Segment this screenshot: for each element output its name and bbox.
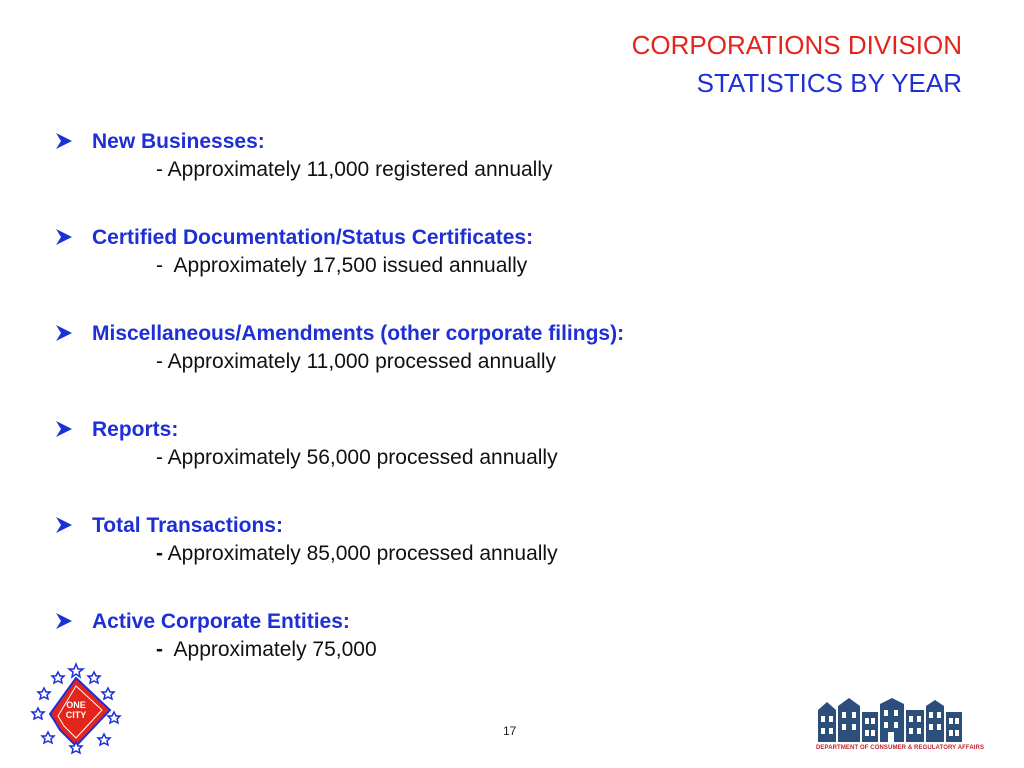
arrow-bullet-icon [55, 132, 73, 150]
bullet-dash: - [156, 350, 163, 373]
bullet-item [55, 512, 975, 608]
slide-title [632, 26, 962, 102]
one-city-logo [30, 660, 122, 756]
bullet-dash: - [156, 638, 163, 661]
title-line-1: CORPORATIONS DIVISION [631, 30, 962, 60]
bullet-dash: - [156, 254, 163, 277]
bullet-detail [156, 156, 553, 184]
dcra-caption: DEPARTMENT OF CONSUMER & REGULATORY AFFAIRS [816, 742, 964, 754]
bullet-heading: Total Transactions: [92, 514, 283, 537]
arrow-bullet-icon [55, 612, 73, 630]
svg-text:ONE: ONE [66, 700, 86, 710]
bullet-detail-text: Approximately 85,000 processed annually [163, 542, 558, 565]
bullet-dash: - [156, 446, 163, 469]
bullet-detail [156, 444, 558, 472]
bullet-detail-text: Approximately 17,500 issued annually [163, 254, 528, 277]
bullet-heading: New Businesses: [92, 130, 265, 153]
bullet-detail [156, 348, 556, 376]
bullet-heading: Miscellaneous/Amendments (other corporate filings): [92, 322, 625, 345]
bullet-list [55, 128, 975, 704]
bullet-detail [156, 540, 558, 568]
bullet-detail [156, 636, 377, 664]
bullet-detail-text: Approximately 75,000 [163, 638, 377, 661]
bullet-detail-text: Approximately 11,000 registered annually [163, 158, 553, 181]
bullet-detail-text: Approximately 11,000 processed annually [163, 350, 557, 373]
bullet-heading: Certified Documentation/Status Certificates: [92, 226, 534, 249]
bullet-item [55, 608, 975, 704]
arrow-bullet-icon [55, 324, 73, 342]
arrow-bullet-icon [55, 228, 73, 246]
bullet-item [55, 224, 975, 320]
page-number: 17 [503, 724, 517, 738]
bullet-heading: Active Corporate Entities: [92, 610, 350, 633]
bullet-item [55, 416, 975, 512]
title-line-2: STATISTICS BY YEAR [696, 68, 962, 98]
bullet-dash: - [156, 158, 163, 181]
arrow-bullet-icon [55, 516, 73, 534]
bullet-heading: Reports: [92, 418, 179, 441]
bullet-item [55, 320, 975, 416]
bullet-detail-text: Approximately 56,000 processed annually [163, 446, 558, 469]
bullet-item [55, 128, 975, 224]
bullet-detail [156, 252, 527, 280]
dcra-building-logo [816, 698, 985, 756]
bullet-dash: - [156, 542, 163, 565]
arrow-bullet-icon [55, 420, 73, 438]
svg-text:CITY: CITY [65, 710, 87, 720]
